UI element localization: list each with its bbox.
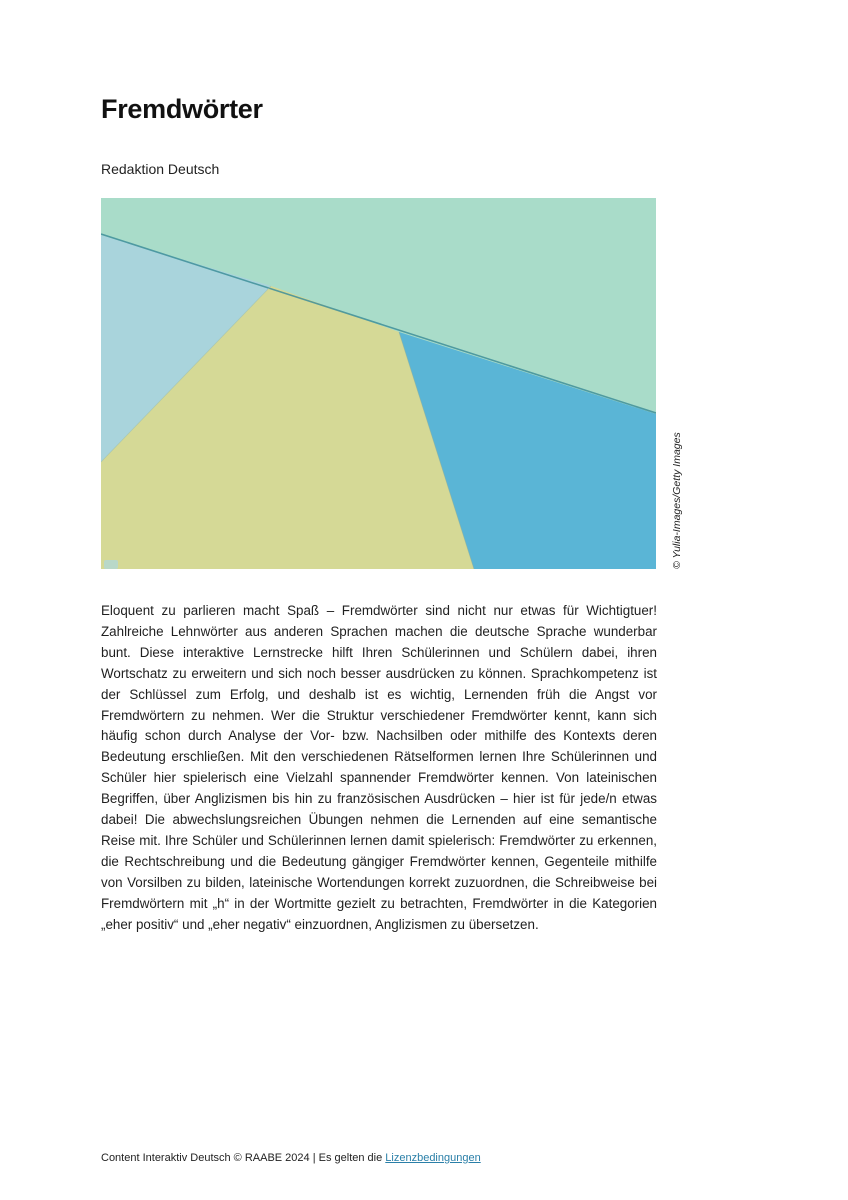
image-credit: © Yulia-Images/Getty Images [671,432,683,569]
intro-paragraph: Eloquent zu parlieren macht Spaß – Fremdwörter sind nicht nur etwas für Wichtigtuer! Zahlreiche Lehnwörter aus anderen Sprachen machen die deutsche Sprache wunderbar bunt. Diese interaktive Lernstrecke hilft Ihren Schülerinnen und Schülern dabei, ihren Wortschatz zu erweitern und sich noch besser ausdrücken zu können. Sprachkompetenz ist der Schlüssel zum Erfolg, und deshalb ist es wichtig, Lernenden früh die Angst vor Fremdwörtern zu nehmen. Wer die Struktur verschiedener Fremdwörter kennt, kann sich häufig schon durch Analyse der Vor- bzw. Nachsilben oder mithilfe des Kontexts deren Bedeutung erschließen. Mit den verschiedenen Rätselformen lernen Ihre Schülerinnen und Schüler hier spielerisch eine Vielzahl spannender Fremdwörter kennen. Von lateinischen Begriffen, über Anglizismen bis hin zu französischen Ausdrücken – hier ist für jede/n etwas dabei! Die abwechslungsreichen Übungen nehmen die Lernenden auf eine semantische Reise mit. Ihre Schüler und Schülerinnen lernen damit spielerisch: Fremdwörter zu erkennen, die Rechtschreibung und die Bedeutung gängiger Fremdwörter kennen, Gegenteile mithilfe von Vorsilben zu bilden, lateinische Wortendungen korrekt zuzuordnen, die Schreibweise bei Fremdwörtern mit „h“ in der Wortmitte gezielt zu betrachten, Fremdwörter in die Kategorien „eher positiv“ und „eher negativ“ einzuordnen, Anglizismen zu übersetzen. [101,603,657,932]
author-line: Redaktion Deutsch [101,161,220,177]
hero-image [101,198,656,569]
paper-shapes-illustration [101,198,656,569]
footer [101,1152,481,1164]
image-corner-mark [104,560,118,569]
footer-text: Content Interaktiv Deutsch © RAABE 2024 | Es gelten die [101,1152,386,1164]
page-title: Fremdwörter [101,94,263,124]
license-link[interactable]: Lizenzbedingungen [385,1152,481,1164]
